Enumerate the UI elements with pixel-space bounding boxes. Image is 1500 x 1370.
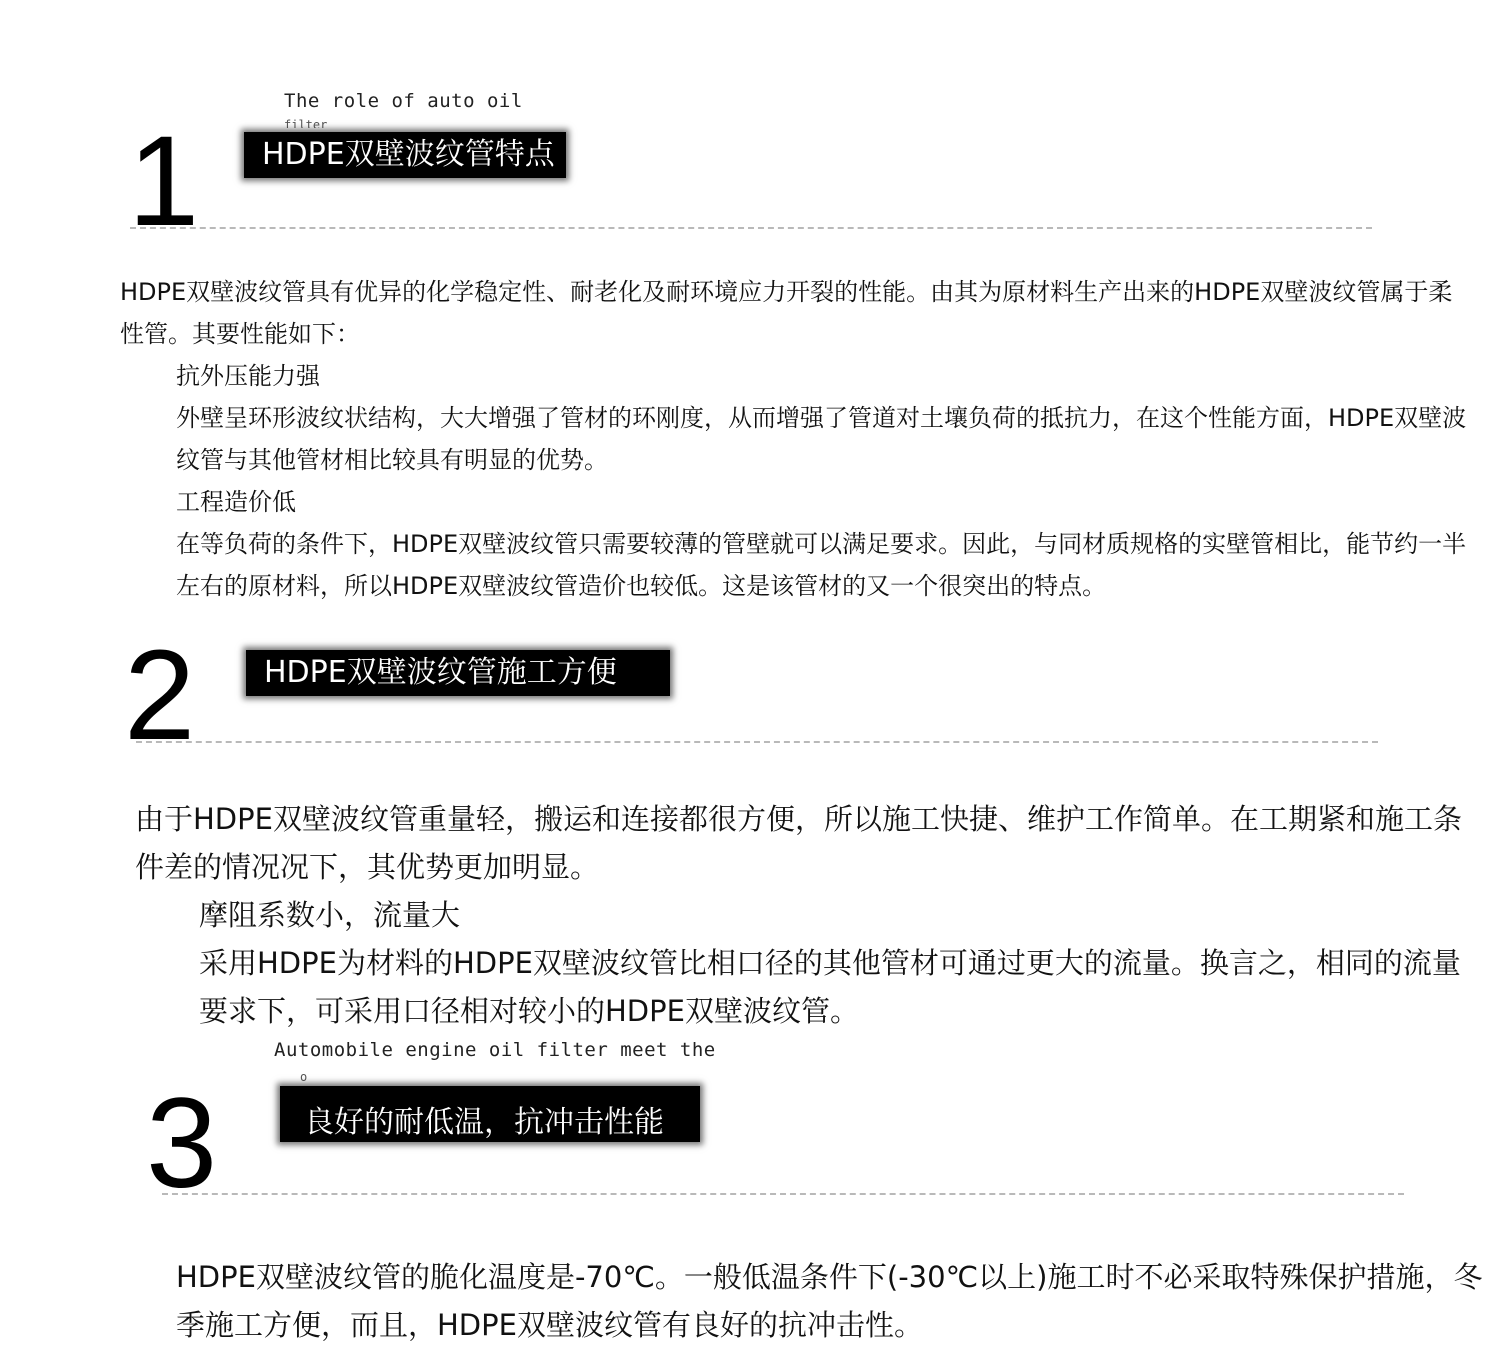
section-1-title-banner: HDPE双壁波纹管特点	[244, 132, 566, 178]
section-1-feature-heading-1: 抗外压能力强	[176, 362, 320, 390]
section-1-feature-text-2: 在等负荷的条件下，HDPE双壁波纹管只需要较薄的管壁就可以满足要求。因此，与同材质规格的实壁管相比，能节约一半左右的原材料，所以HDPE双壁波纹管造价也较低。这是该管材的又一个很突出的特点。	[176, 530, 1467, 600]
section-1-feature-heading-2: 工程造价低	[176, 488, 296, 516]
section-1-subtitle: The role of auto oil	[284, 90, 523, 112]
section-2-title-banner: HDPE双壁波纹管施工方便	[246, 650, 670, 696]
section-2-body	[135, 795, 1485, 1035]
section-1-number: 1	[128, 110, 200, 253]
section-3-divider	[162, 1193, 1404, 1195]
section-2-divider	[136, 741, 1378, 743]
section-3-subtitle: Automobile engine oil filter meet the	[274, 1039, 716, 1061]
section-1-body	[120, 271, 1470, 607]
section-2-feature-text: 采用HDPE为材料的HDPE双壁波纹管比相口径的其他管材可通过更大的流量。换言之，相同的流量要求下，可采用口径相对较小的HDPE双壁波纹管。	[199, 946, 1461, 1028]
section-3-title-banner: 良好的耐低温，抗冲击性能	[280, 1086, 700, 1142]
section-3-number: 3	[146, 1072, 218, 1215]
section-1-intro: HDPE双壁波纹管具有优异的化学稳定性、耐老化及耐环境应力开裂的性能。由其为原材料生产出来的HDPE双壁波纹管属于柔性管。其要性能如下：	[120, 278, 1453, 348]
section-1-feature-text-1: 外壁呈环形波纹状结构，大大增强了管材的环刚度，从而增强了管道对土壤负荷的抵抗力，在这个性能方面，HDPE双壁波纹管与其他管材相比较具有明显的优势。	[176, 404, 1467, 474]
section-1-divider	[130, 227, 1372, 229]
section-2-feature-heading: 摩阻系数小，流量大	[199, 898, 461, 932]
section-2-number: 2	[124, 624, 196, 767]
section-1-subtitle-overflow: filter	[284, 118, 328, 128]
section-2-intro: 由于HDPE双壁波纹管重量轻，搬运和连接都很方便，所以施工快捷、维护工作简单。在工期紧和施工条件差的情况况下，其优势更加明显。	[135, 802, 1462, 884]
section-3-text: HDPE双壁波纹管的脆化温度是-70℃。一般低温条件下(-30℃以上)施工时不必采取特殊保护措施，冬季施工方便，而且，HDPE双壁波纹管有良好的抗冲击性。	[176, 1260, 1483, 1342]
section-3-body	[146, 1253, 1491, 1349]
section-3-subtitle-overflow: o	[300, 1070, 308, 1082]
